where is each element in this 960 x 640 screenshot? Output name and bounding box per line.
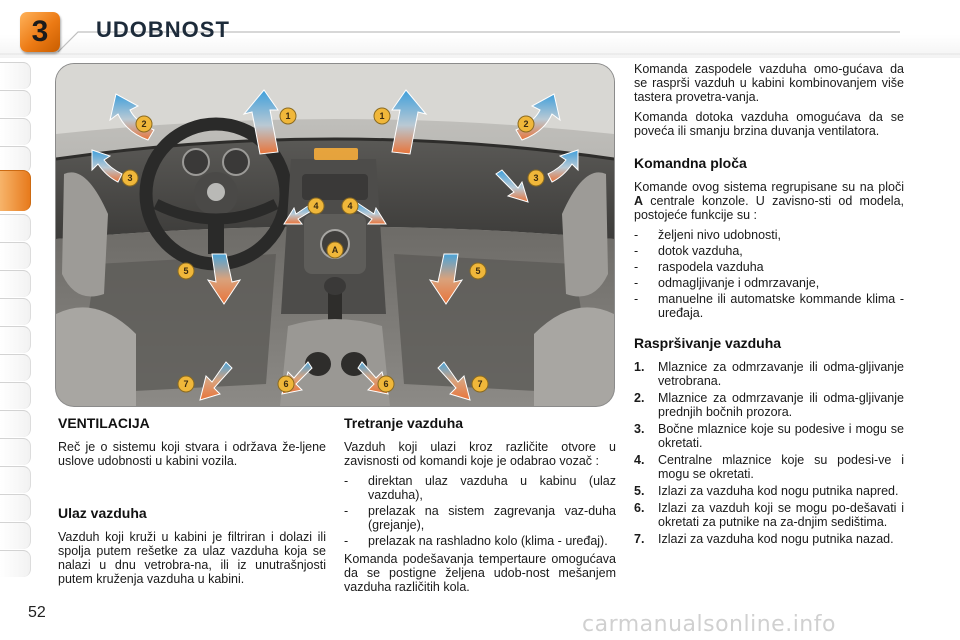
chapter-tabs	[0, 62, 34, 582]
callout-4-right	[342, 198, 358, 214]
callout-1-right	[374, 108, 390, 124]
list-item: - manuelne ili automatske kommande klima - uređaja.	[634, 292, 904, 320]
air-treatment-outro: Komanda podešavanja tempertaure omogućava da se postigne željena udob-nost mešanjem vazduha različitih kola.	[344, 552, 616, 594]
chapter-tab[interactable]	[0, 410, 31, 437]
svg-text:5: 5	[475, 266, 481, 276]
air-distribution-list	[634, 360, 904, 546]
svg-text:5: 5	[183, 266, 189, 276]
svg-text:6: 6	[283, 379, 289, 389]
svg-text:A: A	[331, 245, 339, 255]
svg-text:7: 7	[477, 379, 483, 389]
air-treatment-list	[344, 474, 616, 548]
callout-6-right	[378, 376, 394, 392]
list-item: - odmagljivanje i odmrzavanje,	[634, 276, 820, 290]
middle-column	[344, 416, 616, 600]
chapter-tab[interactable]	[0, 242, 31, 269]
list-item: - prelazak na rashladno kolo (klima - uređaj).	[344, 534, 608, 548]
right-column	[634, 62, 904, 549]
watermark: carmanualsonline.info	[582, 612, 836, 637]
chapter-tab-active[interactable]	[0, 170, 31, 211]
list-item: 1. Mlaznice za odmrzavanje ili odma-gljivanje vetrobrana.	[634, 360, 904, 388]
cabin-drawing	[56, 64, 614, 406]
svg-text:4: 4	[347, 201, 353, 211]
chapter-tab[interactable]	[0, 118, 31, 145]
airflow-control-text: Komanda dotoka vazduha omogućava da se poveća ili smanju brzina duvanja ventilatora.	[634, 110, 904, 138]
chapter-tab[interactable]	[0, 270, 31, 297]
callout-6-left	[278, 376, 294, 392]
chapter-tab[interactable]	[0, 354, 31, 381]
list-item: 7. Izlazi za vazduha kod nogu putnika nazad.	[634, 532, 894, 546]
callout-4-left	[308, 198, 324, 214]
page-number: 52	[28, 604, 46, 621]
control-panel-list	[634, 228, 904, 320]
svg-text:2: 2	[141, 119, 147, 129]
svg-text:6: 6	[383, 379, 389, 389]
callout-3-left	[122, 170, 138, 186]
svg-text:7: 7	[183, 379, 189, 389]
callout-3-right	[528, 170, 544, 186]
left-column	[58, 416, 326, 592]
ventilation-text: Reč je o sistemu koji stvara i održava že-ljene uslove udobnosti u kabini vozila.	[58, 440, 326, 468]
control-panel-heading: Komandna ploča	[634, 155, 747, 171]
svg-text:1: 1	[285, 111, 291, 121]
chapter-tab[interactable]	[0, 62, 31, 89]
list-item: 3. Bočne mlaznice koje su podesive i mogu se okretati.	[634, 422, 904, 450]
chapter-tab[interactable]	[0, 298, 31, 325]
chapter-badge: 3	[20, 12, 60, 52]
callout-2-left	[136, 116, 152, 132]
callout-5-left	[178, 263, 194, 279]
list-item: - raspodela vazduha	[634, 260, 764, 274]
chapter-tab[interactable]	[0, 382, 31, 409]
chapter-tab[interactable]	[0, 466, 31, 493]
svg-text:3: 3	[533, 173, 539, 183]
air-treatment-heading: Tretranje vazduha	[344, 415, 464, 431]
svg-text:3: 3	[127, 173, 133, 183]
distribution-control-text: Komanda zaspodele vazduha omo-gućava da se rasprši vazduh u kabini kombinovanjem više tastera provetra-vanja.	[634, 62, 904, 104]
chapter-tab[interactable]	[0, 326, 31, 353]
chapter-tab[interactable]	[0, 522, 31, 549]
callout-2-right	[518, 116, 534, 132]
control-panel-text: Komande ovog sistema regrupisane su na ploči A centrale konzole. U zavisno-sti od modela, postojeće funkcije su :	[634, 180, 904, 222]
list-item: 4. Centralne mlaznice koje su podesi-ve i mogu se okretati.	[634, 453, 904, 481]
callout-1-left	[280, 108, 296, 124]
ventilation-illustration	[56, 64, 614, 406]
svg-text:4: 4	[313, 201, 319, 211]
air-treatment-intro: Vazduh koji ulazi kroz različite otvore u zavisnosti od komandi koje je odabrao vozač :	[344, 440, 616, 468]
page-header	[0, 0, 960, 58]
chapter-tab[interactable]	[0, 214, 31, 241]
chapter-tab[interactable]	[0, 146, 31, 173]
list-item: 5. Izlazi za vazduha kod nogu putnika napred.	[634, 484, 899, 498]
list-item: 6. Izlazi za vazduh koji se mogu po-dešavati i okretati za putnike na za-dnjim sedištima.	[634, 501, 904, 529]
air-distribution-heading: Raspršivanje vazduha	[634, 335, 782, 351]
list-item: - direktan ulaz vazduha u kabinu (ulaz vazduha),	[344, 474, 616, 502]
svg-text:1: 1	[379, 111, 385, 121]
air-intake-text: Vazduh koji kruži u kabini je filtriran i dolazi ili spolja putem rešetke za ulaz vazduha koja se nalazi u dnu vetrobra-na, ili iz unutrašnjosti putem kruženja vazduha u kabini.	[58, 530, 326, 586]
chapter-tab[interactable]	[0, 90, 31, 117]
callout-5-right	[470, 263, 486, 279]
air-intake-heading: Ulaz vazduha	[58, 505, 147, 521]
chapter-tab[interactable]	[0, 438, 31, 465]
chapter-tab[interactable]	[0, 494, 31, 521]
ventilation-heading: VENTILACIJA	[58, 415, 150, 431]
list-item: - prelazak na sistem zagrevanja vaz-duha (grejanje),	[344, 504, 616, 532]
callout-7-right	[472, 376, 488, 392]
panel-marker-A: A	[634, 194, 644, 208]
page-title: UDOBNOST	[96, 17, 230, 42]
list-item: - dotok vazduha,	[634, 244, 743, 258]
chapter-tab[interactable]	[0, 550, 31, 577]
svg-text:2: 2	[523, 119, 529, 129]
list-item: 2. Mlaznice za odmrzavanje ili odma-gljivanje prednjih bočnih prozora.	[634, 391, 904, 419]
list-item: - željeni nivo udobnosti,	[634, 228, 781, 242]
callout-A	[327, 242, 343, 258]
callout-7-left	[178, 376, 194, 392]
